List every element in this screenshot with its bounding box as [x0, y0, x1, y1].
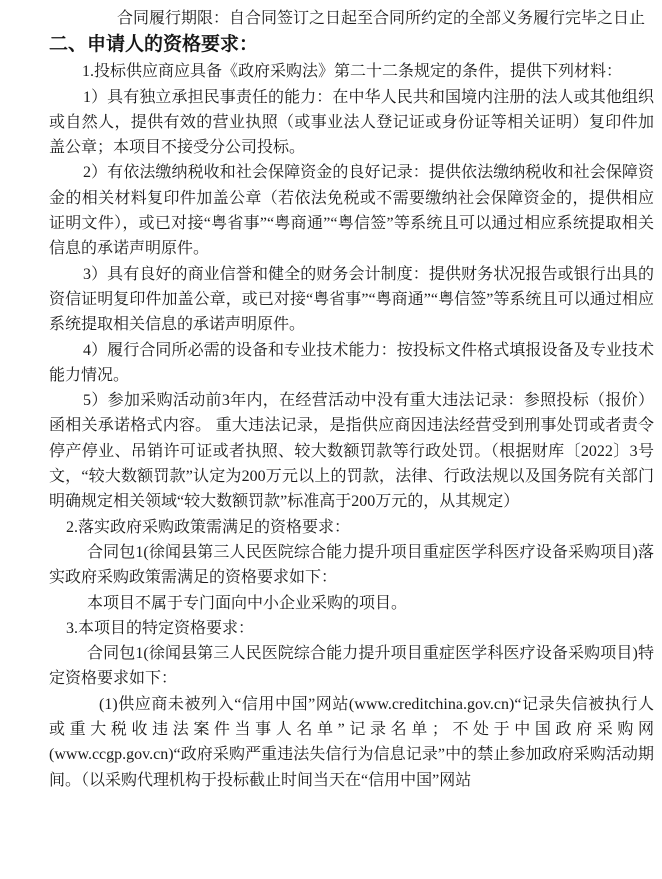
qualification-item-5: 5）参加采购活动前3年内，在经营活动中没有重大违法记录：参照投标（报价）函相关承诺格式内容。 重大违法记录，是指供应商因违法经营受到刑事处罚或者责令停产停业、吊销许可证或者执照、较大数额罚款等行政处罚。（根据财库〔2022〕3号文，“较大数额罚款”认定为200万元以上的罚款，法律、行政法规以及国务院有关部门明确规定相关领域“较大数额罚款”标准高于200万元的，从其规定） [49, 392, 654, 511]
section-2-heading: 二、申请人的资格要求： [49, 34, 259, 56]
qualification-intro-paragraph: 1.投标供应商应具备《政府采购法》第二十二条规定的条件，提供下列材料： [82, 63, 623, 81]
supplier-credit-paragraph: (1)供应商未被列入“信用中国”网站(www.creditchina.gov.cn)“记录失信被执行人或重大税收违法案件当事人名单”记录名单；不处于中国政府采购网(www.ccgp.gov.cn)“政府采购严重违法失信行为信息记录”中的禁止参加政府采购活动期间。（以采购代理机构于投标截止时间当天在“信用中国”网站 [49, 695, 654, 789]
policy-package-paragraph: 合同包1(徐闻县第三人民医院综合能力提升项目重症医学科医疗设备采购项目)落实政府采购政策需满足的资格要求如下： [49, 543, 654, 587]
qualification-item-3: 3）具有良好的商业信誉和健全的财务会计制度：提供财务状况报告或银行出具的资信证明复印件加盖公章，或已对接“粤省事”“粤商通”“粤信签”等系统且可以通过相应系统提取相关信息的承诺声明原件。 [49, 265, 654, 334]
specific-requirements-heading: 3.本项目的特定资格要求： [66, 619, 255, 637]
policy-requirements-heading: 2.落实政府采购政策需满足的资格要求： [66, 518, 351, 536]
contract-term-paragraph: 合同履行期限：自合同签订之日起至合同所约定的全部义务履行完毕之日止 [117, 10, 646, 27]
not-sme-note: 本项目不属于专门面向中小企业采购的项目。 [87, 594, 408, 612]
qualification-item-2: 2）有依法缴纳税收和社会保障资金的良好记录：提供依法缴纳税收和社会保障资金的相关材料复印件加盖公章（若依法免税或不需要缴纳社会保障资金的，提供相应证明文件），或已对接“粤省事”“粤商通”“粤信签”等系统且可以通过相应系统提取相关信息的承诺声明原件。 [49, 164, 654, 258]
specific-package-paragraph: 合同包1(徐闻县第三人民医院综合能力提升项目重症医学科医疗设备采购项目)特定资格要求如下： [49, 645, 654, 688]
qualification-item-1: 1）具有独立承担民事责任的能力：在中华人民共和国境内注册的法人或其他组织或自然人，提供有效的营业执照（或事业法人登记证或身份证等相关证明）复印件加盖公章；本项目不接受分公司投标。 [49, 88, 654, 157]
qualification-item-4: 4）履行合同所必需的设备和专业技术能力：按投标文件格式填报设备及专业技术能力情况。 [49, 341, 654, 384]
